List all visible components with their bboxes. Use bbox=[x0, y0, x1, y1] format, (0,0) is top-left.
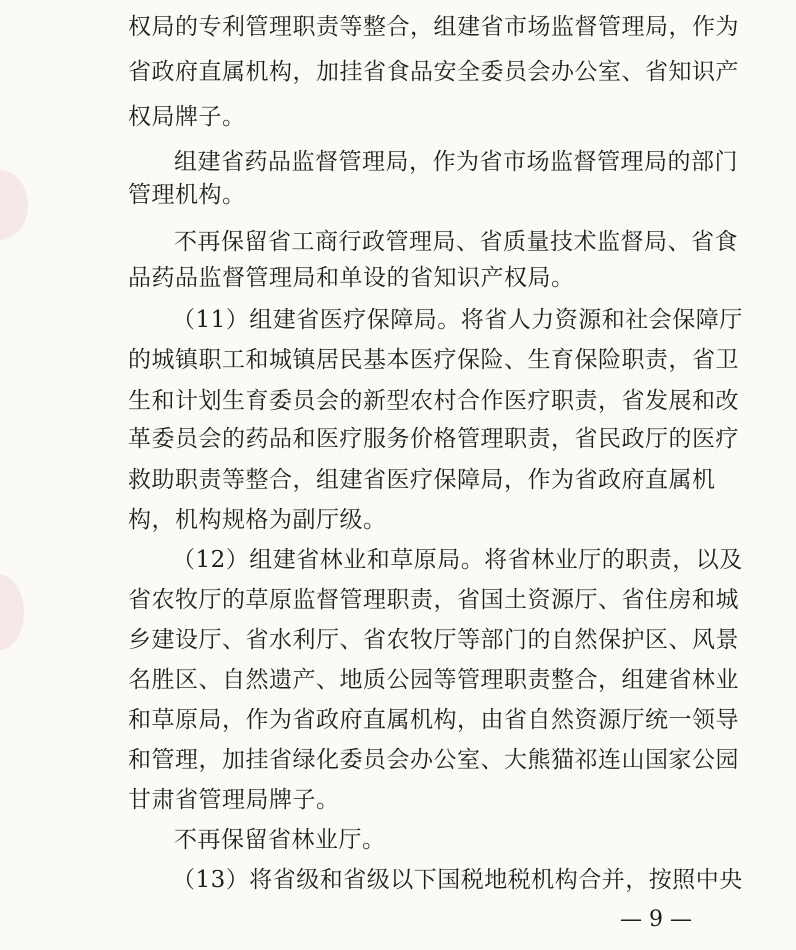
text-line: 不再保留省林业厅。 bbox=[174, 827, 386, 853]
text-line: 救助职责等整合，组建省医疗保障局，作为省政府直属机 bbox=[128, 467, 716, 493]
text-line: 不再保留省工商行政管理局、省质量技术监督局、省食 bbox=[174, 229, 738, 255]
text-line: 甘肃省管理局牌子。 bbox=[128, 787, 340, 813]
text-line: 名胜区、自然遗产、地质公园等管理职责整合，组建省林业 bbox=[128, 667, 739, 693]
text-line: 革委员会的药品和医疗服务价格管理职责，省民政厅的医疗 bbox=[128, 426, 739, 452]
text-line: 和管理，加挂省绿化委员会办公室、大熊猫祁连山国家公园 bbox=[128, 747, 739, 773]
text-line: 省政府直属机构，加挂省食品安全委员会办公室、省知识产 bbox=[128, 59, 739, 85]
text-line: 管理机构。 bbox=[128, 182, 246, 208]
text-line: 生和计划生育委员会的新型农村合作医疗职责，省发展和改 bbox=[128, 388, 739, 414]
text-line: 品药品监督管理局和单设的省知识产权局。 bbox=[128, 265, 575, 291]
text-line: 和草原局，作为省政府直属机构，由省自然资源厅统一领导 bbox=[128, 707, 739, 733]
text-line: 乡建设厅、省水利厅、省农牧厅等部门的自然保护区、风景 bbox=[128, 627, 739, 653]
text-line: 省农牧厅的草原监督管理职责，省国土资源厅、省住房和城 bbox=[128, 587, 739, 613]
text-line: 构，机构规格为副厅级。 bbox=[128, 507, 387, 533]
text-line: 组建省药品监督管理局，作为省市场监督管理局的部门 bbox=[174, 149, 738, 175]
text-line: 权局牌子。 bbox=[128, 104, 246, 130]
text-line: 权局的专利管理职责等整合，组建省市场监督管理局，作为 bbox=[128, 14, 739, 40]
text-line: （11）组建省医疗保障局。将省人力资源和社会保障厅 bbox=[172, 307, 743, 333]
page-number: — 9 — bbox=[620, 907, 692, 932]
text-line: （12）组建省林业和草原局。将省林业厅的职责，以及 bbox=[172, 547, 743, 573]
text-line: 的城镇职工和城镇居民基本医疗保险、生育保险职责，省卫 bbox=[128, 347, 739, 373]
text-line: （13）将省级和省级以下国税地税机构合并，按照中央 bbox=[172, 867, 743, 893]
